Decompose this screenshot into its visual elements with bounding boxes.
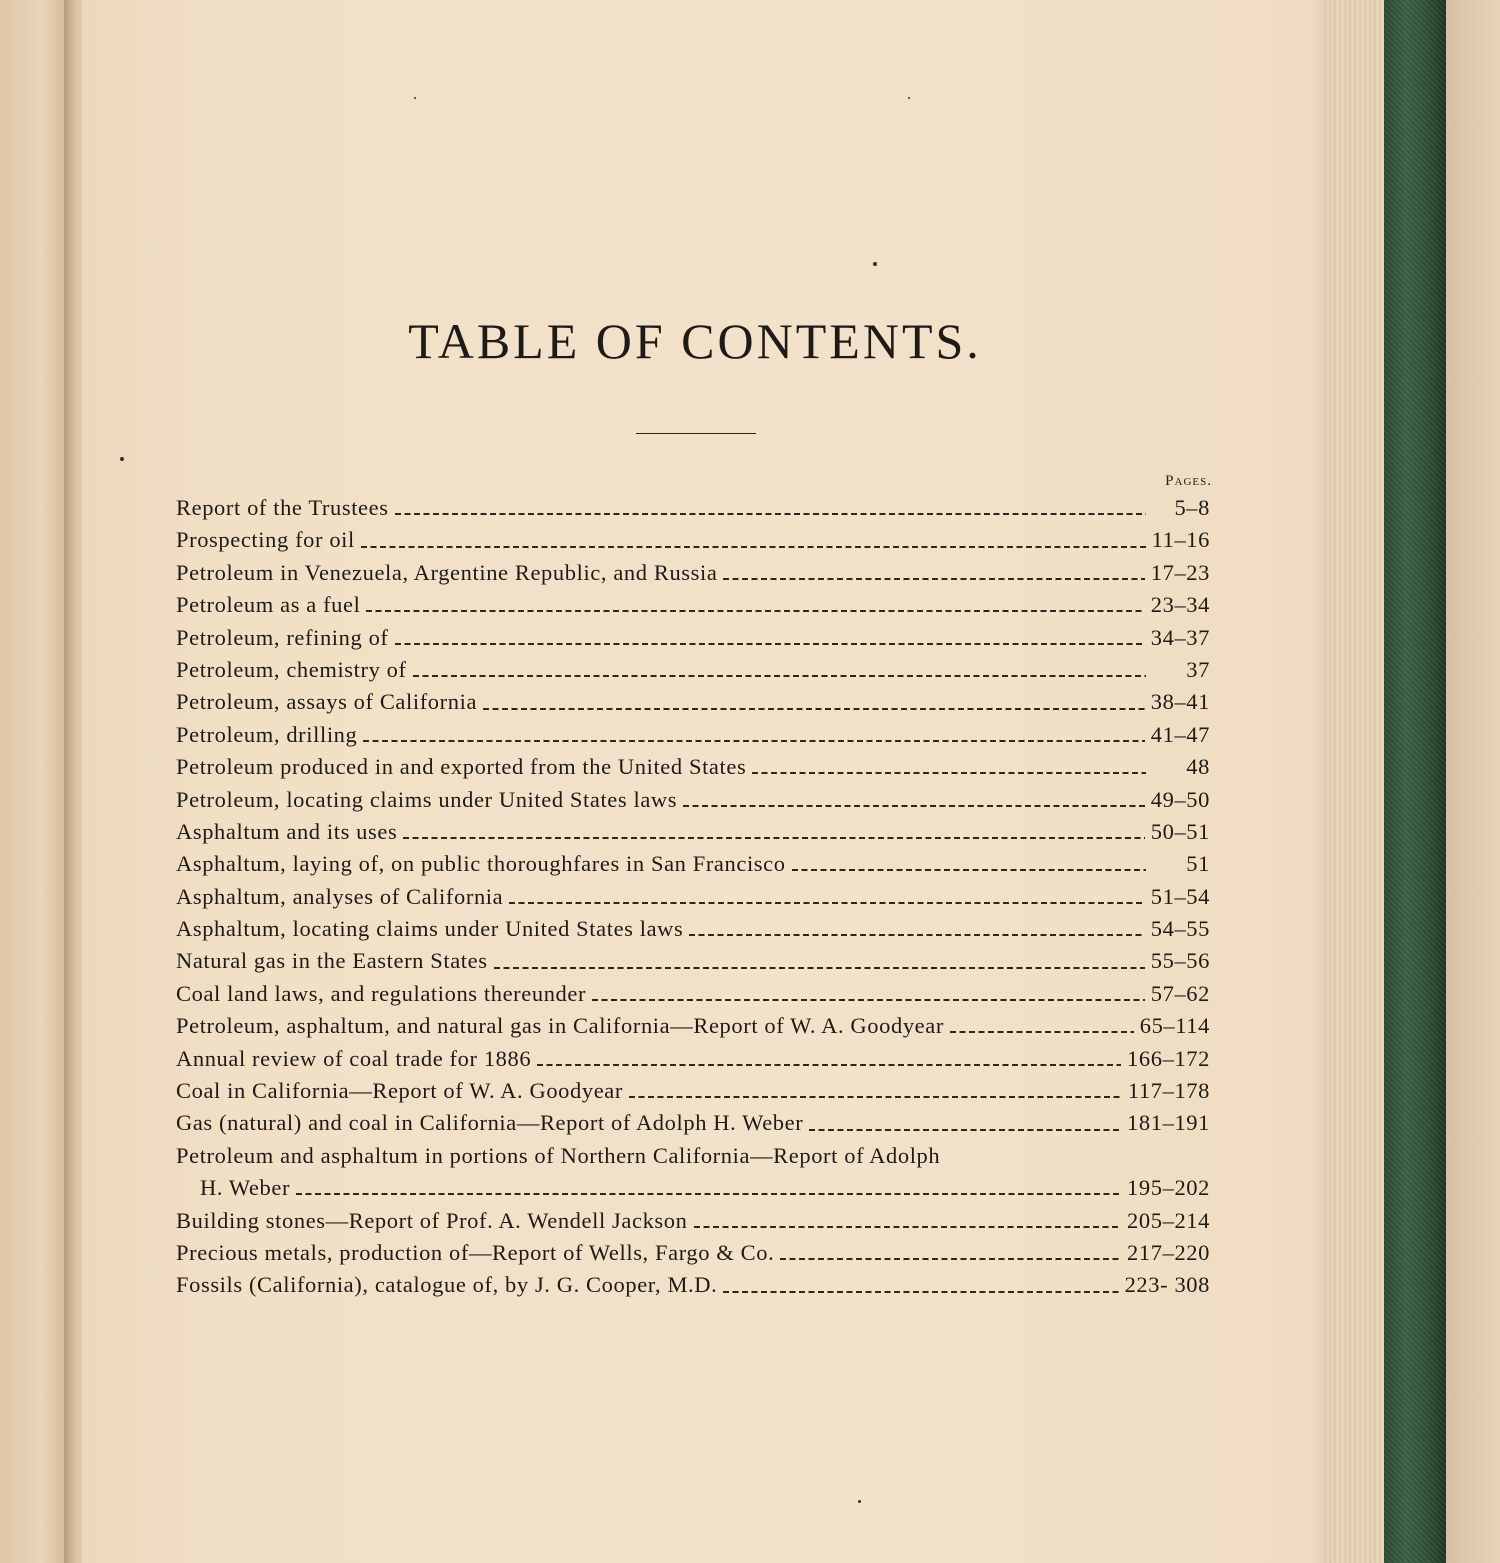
toc-entry-title: Petroleum produced in and exported from the United States [176, 754, 747, 780]
toc-entry-pages: 51 [1186, 851, 1210, 877]
toc-entry-title: Gas (natural) and coal in California—Report of Adolph H. Weber [176, 1110, 804, 1136]
toc-entry-title: Coal in California—Report of W. A. Goodyear [176, 1078, 623, 1104]
title-rule [636, 433, 756, 434]
toc-entry [176, 1269, 1210, 1301]
toc-entry-pages: 55–56 [1150, 948, 1210, 974]
dot-leader [683, 805, 1145, 807]
dot-leader [752, 772, 1146, 774]
toc-entry-title: Natural gas in the Eastern States [176, 948, 488, 974]
book-cover-green [1384, 0, 1446, 1563]
toc-entry-pages: 17–23 [1150, 559, 1210, 585]
toc-entry-title: Petroleum, chemistry of [176, 656, 407, 682]
dot-leader [413, 675, 1146, 677]
dot-leader [537, 1064, 1121, 1066]
toc-entry-pages: 48 [1186, 754, 1210, 780]
dot-leader [792, 869, 1146, 871]
toc-entry-title: Asphaltum, laying of, on public thoroughfares in San Francisco [176, 851, 786, 877]
toc-entry-pages: 38–41 [1150, 689, 1210, 715]
toc-entry [176, 816, 1210, 848]
dot-leader [509, 902, 1145, 904]
toc-entry-pages: 51–54 [1150, 883, 1210, 909]
toc-entry-pages: 34–37 [1150, 624, 1210, 650]
dot-leader [723, 578, 1144, 580]
toc-entry [176, 1010, 1210, 1042]
toc-entry [176, 622, 1210, 654]
toc-entry-title: Asphaltum and its uses [176, 818, 398, 844]
toc-entry-title: Precious metals, production of—Report of Wells, Fargo & Co. [176, 1239, 775, 1265]
toc-entry-pages: 181–191 [1127, 1110, 1210, 1136]
paper-speck [908, 97, 910, 99]
dot-leader [395, 643, 1145, 645]
toc-entry-pages: 50–51 [1150, 818, 1210, 844]
toc-entry-title: Report of the Trustees [176, 495, 389, 520]
toc-entry-pages: 54–55 [1150, 916, 1210, 942]
toc-entry [176, 978, 1210, 1010]
toc-entry-pages: 65–114 [1139, 1013, 1210, 1039]
toc-entry [176, 589, 1210, 621]
toc-entry [176, 524, 1210, 556]
toc-entry-title: Petroleum, drilling [176, 721, 358, 747]
toc-entry-pages: 37 [1186, 656, 1210, 682]
pages-column-header: Pages. [1165, 473, 1212, 489]
page-title: TABLE OF CONTENTS. [408, 313, 982, 369]
dot-leader [694, 1226, 1122, 1228]
toc-entry-pages: 57–62 [1150, 980, 1210, 1006]
toc-entry-title: Prospecting for oil [176, 527, 355, 553]
toc-entry [176, 654, 1210, 686]
toc-entry [176, 1043, 1210, 1075]
toc-entry-title: Annual review of coal trade for 1886 [176, 1045, 532, 1071]
toc-entry [176, 784, 1210, 816]
toc-entry [176, 913, 1210, 945]
toc-entry-pages: 195–202 [1127, 1175, 1210, 1201]
toc-entry-pages: 117–178 [1127, 1078, 1210, 1104]
toc-entry-title: Petroleum as a fuel [176, 592, 361, 618]
dot-leader [395, 513, 1146, 515]
toc-entry [176, 1205, 1210, 1237]
paper-speck [414, 97, 416, 99]
toc-entry-title: Petroleum and asphaltum in portions of Northern California—Report of Adolph [176, 1142, 941, 1168]
toc-entry-pages: 49–50 [1150, 786, 1210, 812]
dot-leader [296, 1193, 1121, 1195]
paper-speck [858, 1500, 861, 1503]
toc-entry-pages: 5–8 [1174, 495, 1210, 520]
toc-entry [176, 1107, 1210, 1139]
toc-entry [176, 719, 1210, 751]
toc-entry-pages: 217–220 [1127, 1239, 1210, 1265]
toc-entry [176, 945, 1210, 977]
contents-list [176, 492, 1210, 1302]
toc-entry-continuation [176, 1172, 1210, 1204]
background-surface [1446, 0, 1500, 1563]
toc-entry [176, 492, 1210, 524]
toc-entry-pages: 223- 308 [1124, 1272, 1210, 1298]
toc-entry-title-continuation: H. Weber [200, 1175, 291, 1201]
toc-entry-title: Petroleum in Venezuela, Argentine Republic, and Russia [176, 559, 718, 585]
toc-entry-title: Petroleum, refining of [176, 624, 389, 650]
toc-entry [176, 881, 1210, 913]
paper-speck [120, 457, 124, 461]
dot-leader [366, 610, 1144, 612]
toc-entry [176, 686, 1210, 718]
dot-leader [483, 708, 1145, 710]
dot-leader [403, 837, 1144, 839]
toc-entry-pages: 41–47 [1150, 721, 1210, 747]
paper-speck [873, 262, 877, 266]
dot-leader [689, 934, 1144, 936]
toc-entry-title: Asphaltum, locating claims under United States laws [176, 916, 684, 942]
toc-entry [176, 557, 1210, 589]
dot-leader [809, 1129, 1121, 1131]
toc-entry [176, 1075, 1210, 1107]
toc-entry-pages: 166–172 [1127, 1045, 1210, 1071]
dot-leader [361, 546, 1146, 548]
toc-entry-title: Coal land laws, and regulations thereunder [176, 980, 587, 1006]
toc-entry [176, 848, 1210, 880]
toc-entry-pages: 23–34 [1150, 592, 1210, 618]
toc-entry-title: Building stones—Report of Prof. A. Wendell Jackson [176, 1207, 688, 1233]
dot-leader [629, 1096, 1122, 1098]
toc-entry [176, 1237, 1210, 1269]
dot-leader [363, 740, 1144, 742]
page-edges [1322, 0, 1384, 1563]
dot-leader [592, 999, 1145, 1001]
toc-entry-pages: 205–214 [1127, 1207, 1210, 1233]
toc-entry-title: Petroleum, locating claims under United States laws [176, 786, 678, 812]
dot-leader [780, 1258, 1121, 1260]
dot-leader [950, 1031, 1134, 1033]
toc-entry [176, 751, 1210, 783]
toc-entry-title: Petroleum, assays of California [176, 689, 478, 715]
toc-entry [176, 1140, 1210, 1172]
dot-leader [723, 1291, 1118, 1293]
toc-entry-pages: 11–16 [1151, 527, 1210, 553]
toc-entry-title: Petroleum, asphaltum, and natural gas in California—Report of W. A. Goodyear [176, 1013, 944, 1039]
toc-entry-title: Fossils (California), catalogue of, by J. G. Cooper, M.D. [176, 1272, 718, 1298]
dot-leader [494, 967, 1145, 969]
toc-entry-title: Asphaltum, analyses of California [176, 883, 504, 909]
